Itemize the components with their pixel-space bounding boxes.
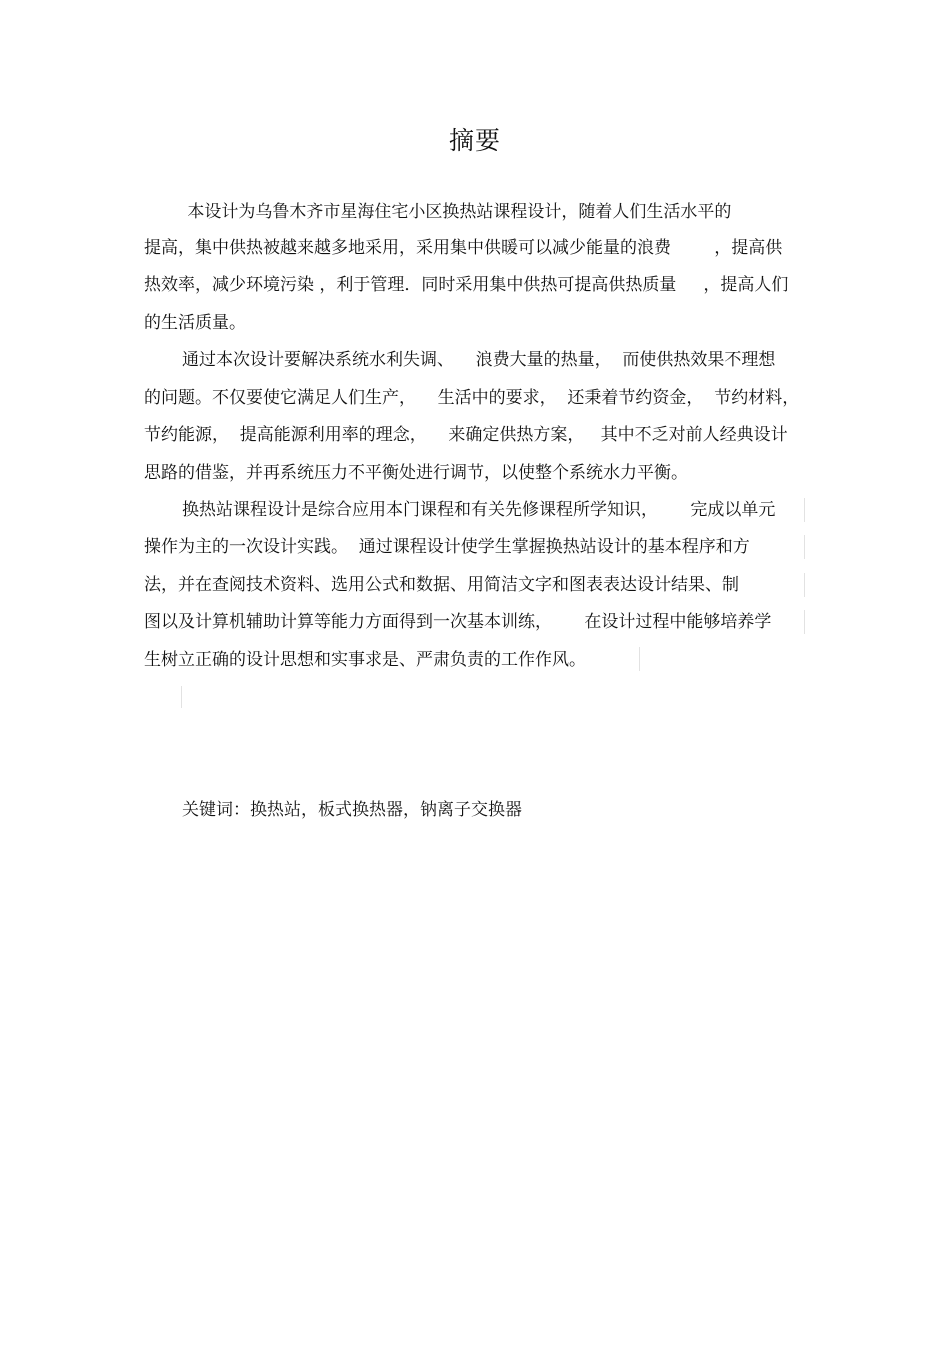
paragraph-line: 的问题。不仅要使它满足人们生产， 生活中的要求， 还秉着节约资金， 节约材料， (144, 388, 800, 408)
vertical-rule (804, 498, 805, 522)
vertical-rule (181, 686, 182, 708)
vertical-rule (804, 610, 805, 634)
paragraph-line: 操作为主的一次设计实践。 通过课程设计使学生掌握换热站设计的基本程序和方 (144, 537, 750, 557)
paragraph-line: 热效率，减少环境污染 ，利于管理．同时采用集中供热可提高供热质量 ，提高人们 (144, 275, 789, 295)
paragraph-line: 节约能源， 提高能源利用率的理念， 来确定供热方案， 其中不乏对前人经典设计 (144, 425, 788, 445)
keywords-line: 关键词：换热站，板式换热器，钠离子交换器 (182, 800, 522, 820)
vertical-rule (639, 647, 640, 671)
paragraph-line: 法，并在查阅技术资料、选用公式和数据、用简洁文字和图表表达设计结果、制 (144, 575, 739, 595)
paragraph-line: 的生活质量。 (144, 313, 246, 333)
paragraph-line: 本设计为乌鲁木齐市星海住宅小区换热站课程设计，随着人们生活水平的 (182, 202, 732, 222)
paragraph-line: 生树立正确的设计思想和实事求是、严肃负责的工作作风。 (144, 650, 586, 670)
abstract-title: 摘要 (448, 126, 501, 155)
vertical-rule (804, 535, 805, 559)
paragraph-line: 提高，集中供热被越来越多地采用，采用集中供暖可以减少能量的浪费 ，提高供 (144, 238, 783, 258)
vertical-rule (804, 573, 805, 597)
paragraph-line: 图以及计算机辅助计算等能力方面得到一次基本训练， 在设计过程中能够培养学 (144, 612, 772, 632)
paragraph-line: 思路的借鉴，并再系统压力不平衡处进行调节，以使整个系统水力平衡。 (144, 463, 688, 483)
paragraph-line: 换热站课程设计是综合应用本门课程和有关先修课程所学知识， 完成以单元 (182, 500, 776, 520)
paragraph-line: 通过本次设计要解决系统水利失调、 浪费大量的热量， 而使供热效果不理想 (182, 350, 776, 370)
